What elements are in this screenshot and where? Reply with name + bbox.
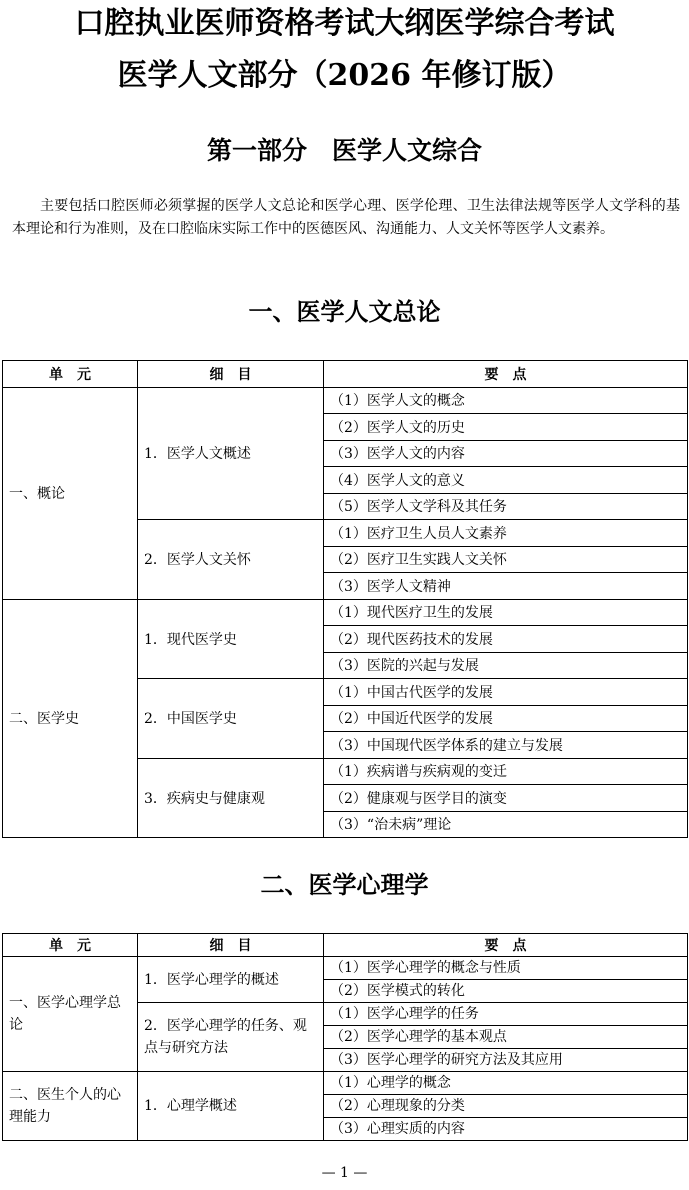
point-cell: （3）医学人文的内容 [324,440,688,467]
detail-cell: 1．医学人文概述 [138,387,324,520]
point-cell: （4）医学人文的意义 [324,467,688,494]
header-detail: 细 目 [138,934,324,957]
point-cell: （2）心理现象的分类 [324,1095,688,1118]
section2-table [2,933,688,1141]
point-cell: （5）医学人文学科及其任务 [324,493,688,520]
header-unit: 单 元 [3,361,138,388]
section1-table [2,360,688,838]
point-cell: （2）现代医药技术的发展 [324,626,688,653]
page-number: — 1 — [321,1165,368,1181]
point-cell: （3）医学心理学的研究方法及其应用 [324,1049,688,1072]
table-header-row [3,934,688,957]
detail-cell: 3．疾病史与健康观 [138,758,324,838]
point-cell: （3）中国现代医学体系的建立与发展 [324,732,688,759]
point-cell: （1）现代医疗卫生的发展 [324,599,688,626]
document-title-line1: 口腔执业医师资格考试大纲医学综合考试 [74,6,615,41]
section2-title: 二、医学心理学 [260,870,429,899]
table-row [3,957,688,980]
header-point: 要 点 [324,361,688,388]
unit-cell: 一、医学心理学总论 [3,957,138,1072]
point-cell: （2）医学人文的历史 [324,414,688,441]
point-cell: （1）疾病谱与疾病观的变迁 [324,758,688,785]
detail-cell: 1．心理学概述 [138,1072,324,1141]
unit-cell: 二、医学史 [3,599,138,838]
point-cell: （3）医院的兴起与发展 [324,652,688,679]
point-cell: （2）中国近代医学的发展 [324,705,688,732]
point-cell: （1）医学人文的概念 [324,387,688,414]
detail-cell: 2．医学人文关怀 [138,520,324,600]
header-detail: 细 目 [138,361,324,388]
point-cell: （2）医疗卫生实践人文关怀 [324,546,688,573]
point-cell: （1）医学心理学的概念与性质 [324,957,688,980]
point-cell: （2）医学心理学的基本观点 [324,1026,688,1049]
point-cell: （3）“治未病”理论 [324,811,688,838]
table-header-row [3,361,688,388]
point-cell: （3）心理实质的内容 [324,1118,688,1141]
intro-paragraph: 主要包括口腔医师必须掌握的医学人文总论和医学心理、医学伦理、卫生法律法规等医学人文学科的基本理论和行为准则，及在口腔临床实际工作中的医德医风、沟通能力、人文关怀等医学人文素养。 [12,198,680,237]
table-row [3,599,688,626]
point-cell: （3）医学人文精神 [324,573,688,600]
point-cell: （2）医学模式的转化 [324,980,688,1003]
header-point: 要 点 [324,934,688,957]
point-cell: （2）健康观与医学目的演变 [324,785,688,812]
document-title-line2: 医学人文部分（2026 年修订版） [117,58,572,93]
point-cell: （1）医疗卫生人员人文素养 [324,520,688,547]
table-row [3,387,688,414]
detail-cell: 2．医学心理学的任务、观点与研究方法 [138,1003,324,1072]
point-cell: （1）心理学的概念 [324,1072,688,1095]
section1-title: 一、医学人文总论 [248,297,441,326]
detail-cell: 2．中国医学史 [138,679,324,759]
unit-cell: 一、概论 [3,387,138,599]
unit-cell: 二、医生个人的心理能力 [3,1072,138,1141]
table-row [3,1072,688,1095]
point-cell: （1）医学心理学的任务 [324,1003,688,1026]
part-title: 第一部分 医学人文综合 [206,136,482,165]
detail-cell: 1．医学心理学的概述 [138,957,324,1003]
header-unit: 单 元 [3,934,138,957]
detail-cell: 1．现代医学史 [138,599,324,679]
point-cell: （1）中国古代医学的发展 [324,679,688,706]
